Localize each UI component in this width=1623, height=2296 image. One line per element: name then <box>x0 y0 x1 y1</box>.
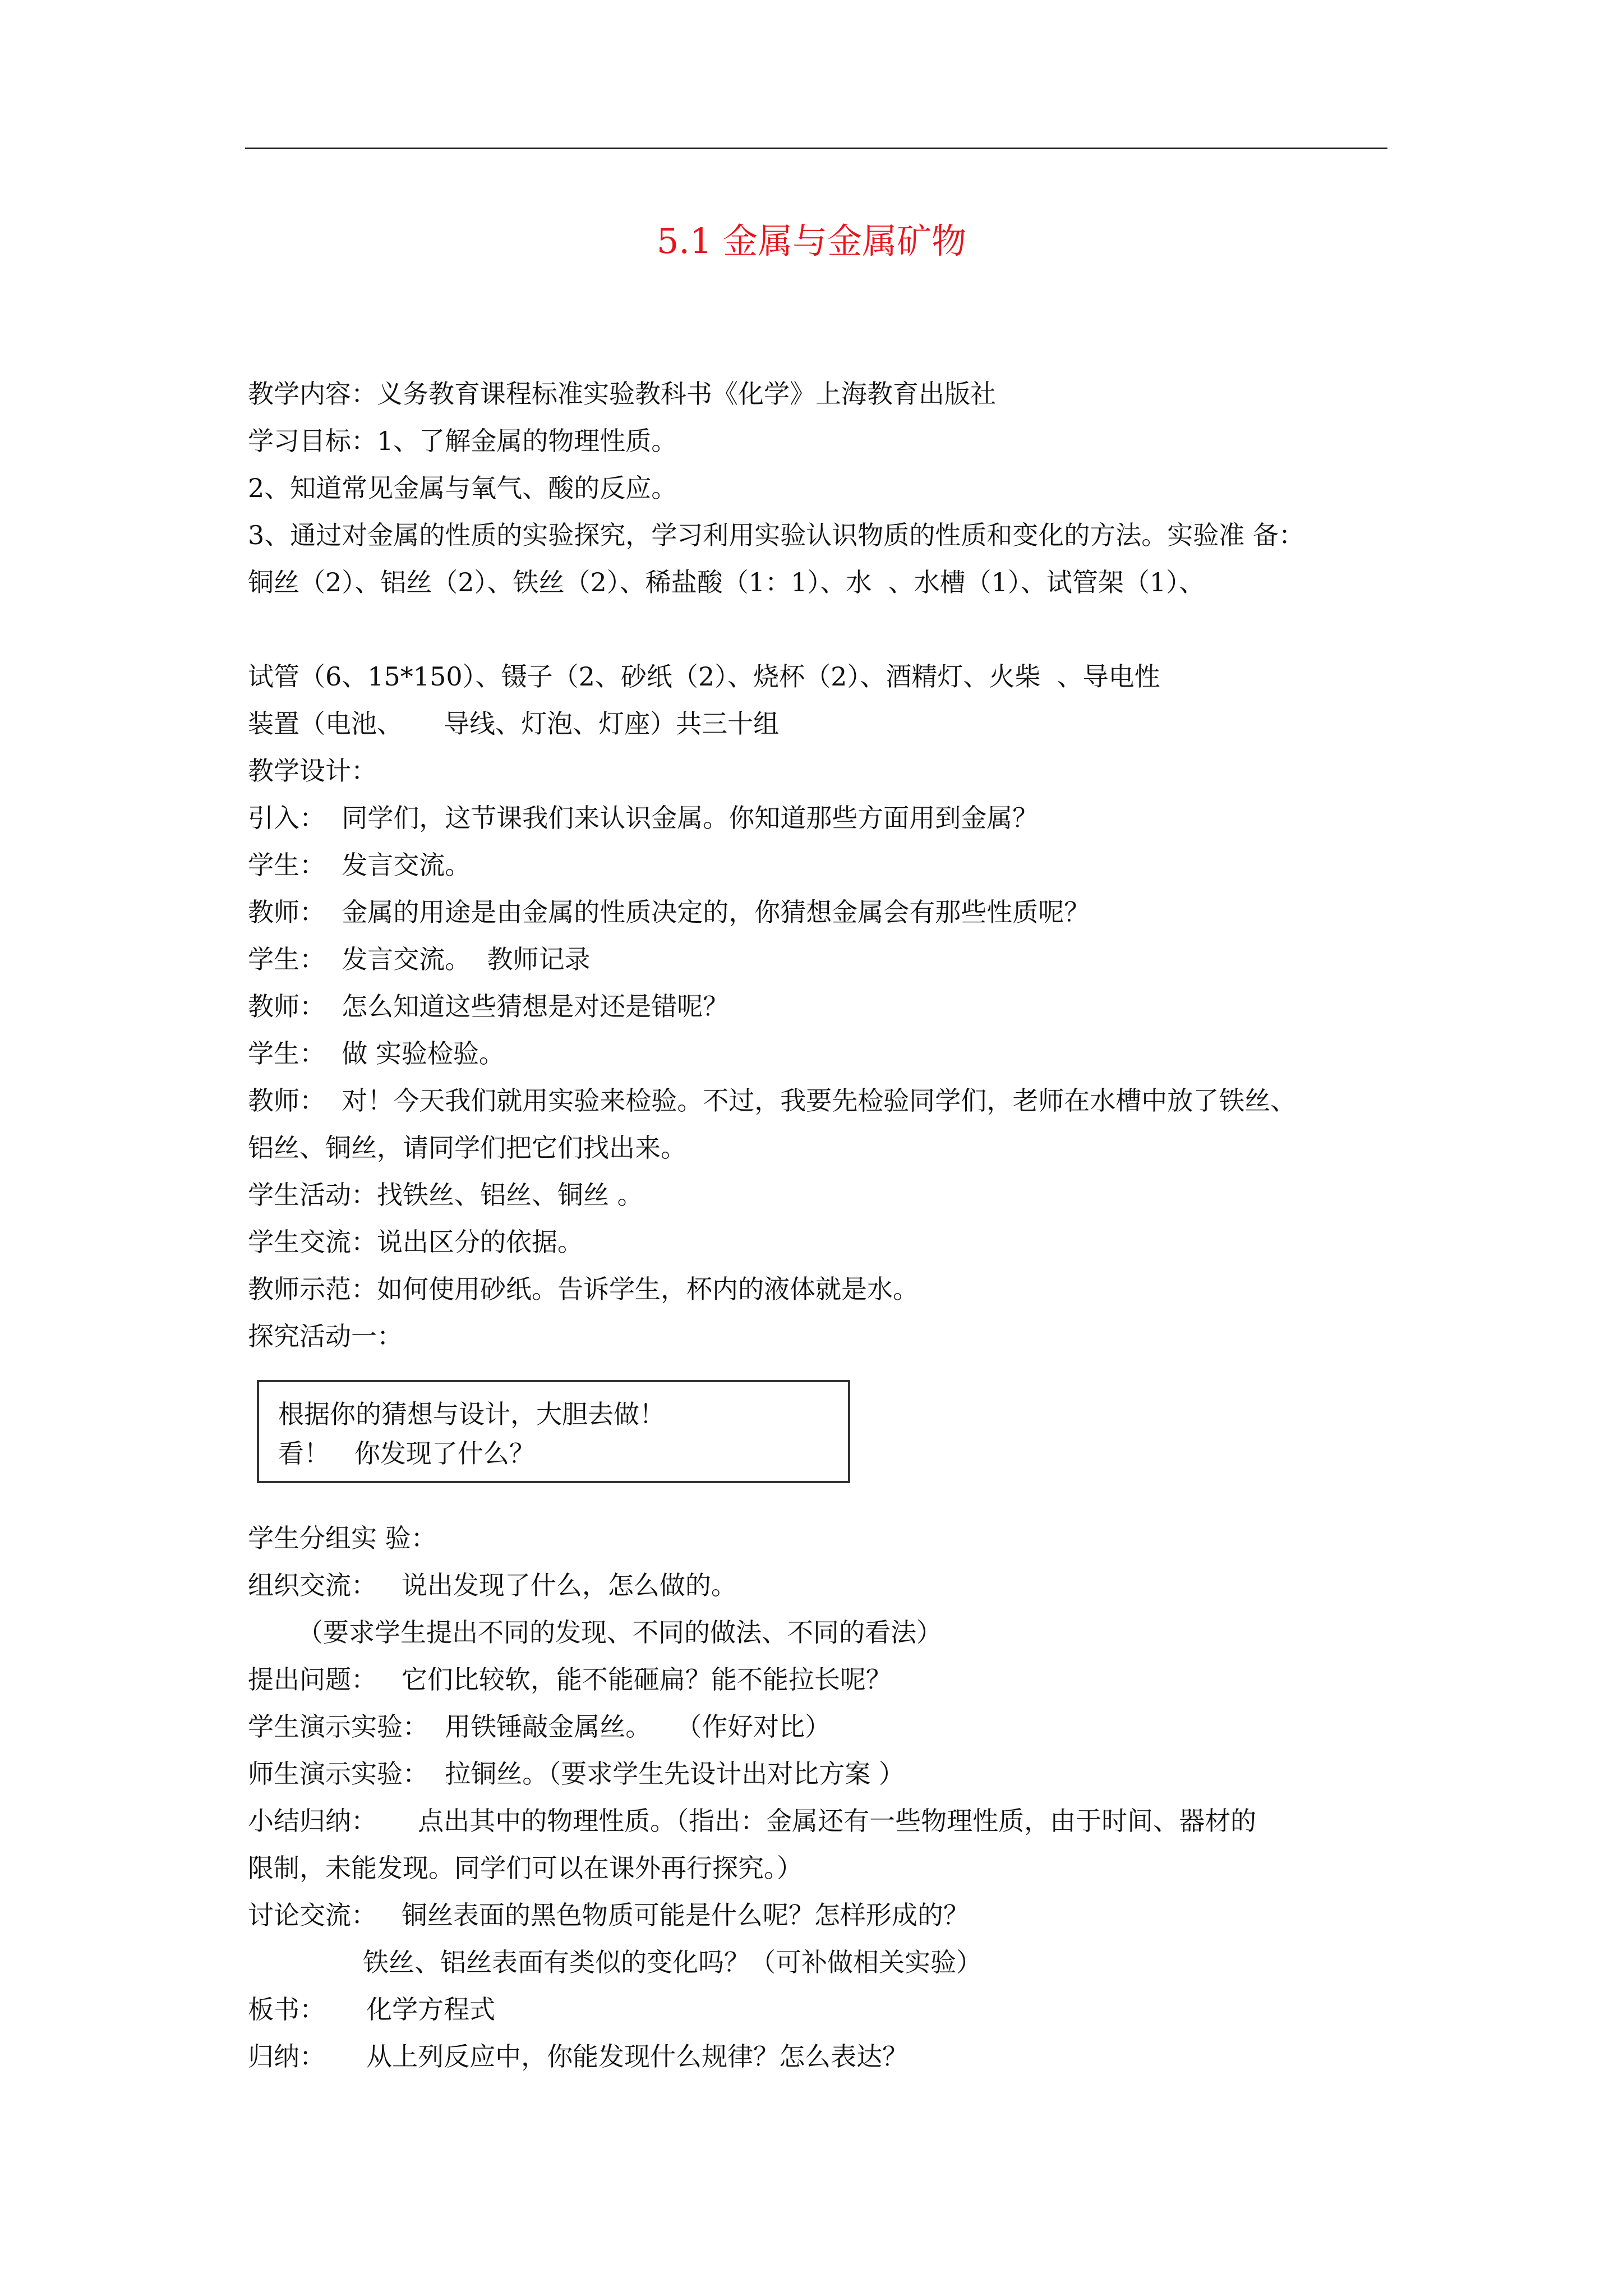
activity-prompt-box <box>257 1380 850 1483</box>
text-line: （要求学生提出不同的发现、不同的做法、不同的看法） <box>297 1617 942 1648</box>
text-line: 学生演示实验： 用铁锤敲金属丝。 （作好对比） <box>248 1711 831 1742</box>
text-line: 引入： 同学们，这节课我们来认识金属。你知道那些方面用到金属？ <box>248 803 1039 833</box>
text-line: 板书： 化学方程式 <box>248 1994 496 2024</box>
text-line: 教师： 对！今天我们就用实验来检验。不过，我要先检验同学们，老师在水槽中放了铁丝、 <box>248 1085 1297 1116</box>
text-line: 学生： 做 实验检验。 <box>248 1038 505 1069</box>
text-line: 学生： 发言交流。 <box>248 850 471 880</box>
text-line: 归纳： 从上列反应中，你能发现什么规律？怎么表达？ <box>248 2041 909 2072</box>
page-title: 5.1 金属与金属矿物 <box>656 220 967 261</box>
prompt-line: 看！ 你发现了什么？ <box>278 1438 535 1469</box>
text-line: 小结归纳： 点出其中的物理性质。（指出：金属还有一些物理性质，由于时间、器材的 <box>248 1806 1257 1836</box>
text-line: 学生活动：找铁丝、铝丝、铜丝 。 <box>248 1180 643 1210</box>
text-line: 铝丝、铜丝，请同学们把它们找出来。 <box>248 1133 686 1163</box>
text-line: 讨论交流： 铜丝表面的黑色物质可能是什么呢？怎样形成的？ <box>248 1900 969 1930</box>
text-line: 限制，未能发现。同学们可以在课外再行探究。） <box>248 1853 803 1883</box>
text-line: 教师示范：如何使用砂纸。告诉学生，杯内的液体就是水。 <box>248 1274 919 1304</box>
text-line: 探究活动一： <box>248 1321 403 1351</box>
header-rule <box>245 148 1387 149</box>
text-line: 铜丝（2）、铝丝（2）、铁丝（2）、稀盐酸（1：1）、水 、水槽（1）、试管架（1）、 <box>248 567 1205 597</box>
text-line: 学生交流：说出区分的依据。 <box>248 1227 583 1257</box>
text-line: 教师： 金属的用途是由金属的性质决定的，你猜想金属会有那些性质呢？ <box>248 897 1090 927</box>
text-line: 3、通过对金属的性质的实验探究，学习利用实验认识物质的性质和变化的方法。实验准 备： <box>248 520 1304 550</box>
text-line: 铁丝、铝丝表面有类似的变化吗？（可补做相关实验） <box>363 1947 982 1977</box>
text-line: 装置（电池、 导线、灯泡、灯座）共三十组 <box>248 708 780 739</box>
text-line: 学生： 发言交流。 教师记录 <box>248 944 591 974</box>
text-line: 学习目标：1、了解金属的物理性质。 <box>248 426 677 456</box>
text-line: 提出问题： 它们比较软，能不能砸扁？能不能拉长呢？ <box>248 1664 892 1695</box>
blank-line <box>248 606 1392 653</box>
text-line: 教学设计： <box>248 756 377 786</box>
text-line: 教师： 怎么知道这些猜想是对还是错呢？ <box>248 991 729 1022</box>
document-body <box>248 370 1392 2080</box>
text-line: 2、知道常见金属与氧气、酸的反应。 <box>248 473 677 503</box>
text-line: 试管（6、15*150）、镊子（2、砂纸（2）、烧杯（2）、酒精灯、火柴 、导电性 <box>248 661 1160 692</box>
text-line: 学生分组实 验： <box>248 1523 437 1553</box>
text-line: 组织交流： 说出发现了什么，怎么做的。 <box>248 1570 737 1600</box>
text-line: 教学内容：义务教育课程标准实验教科书《化学》上海教育出版社 <box>248 379 996 409</box>
prompt-line: 根据你的猜想与设计，大胆去做！ <box>278 1399 665 1429</box>
text-line: 师生演示实验： 拉铜丝。（要求学生先设计出对比方案 ） <box>248 1759 905 1789</box>
